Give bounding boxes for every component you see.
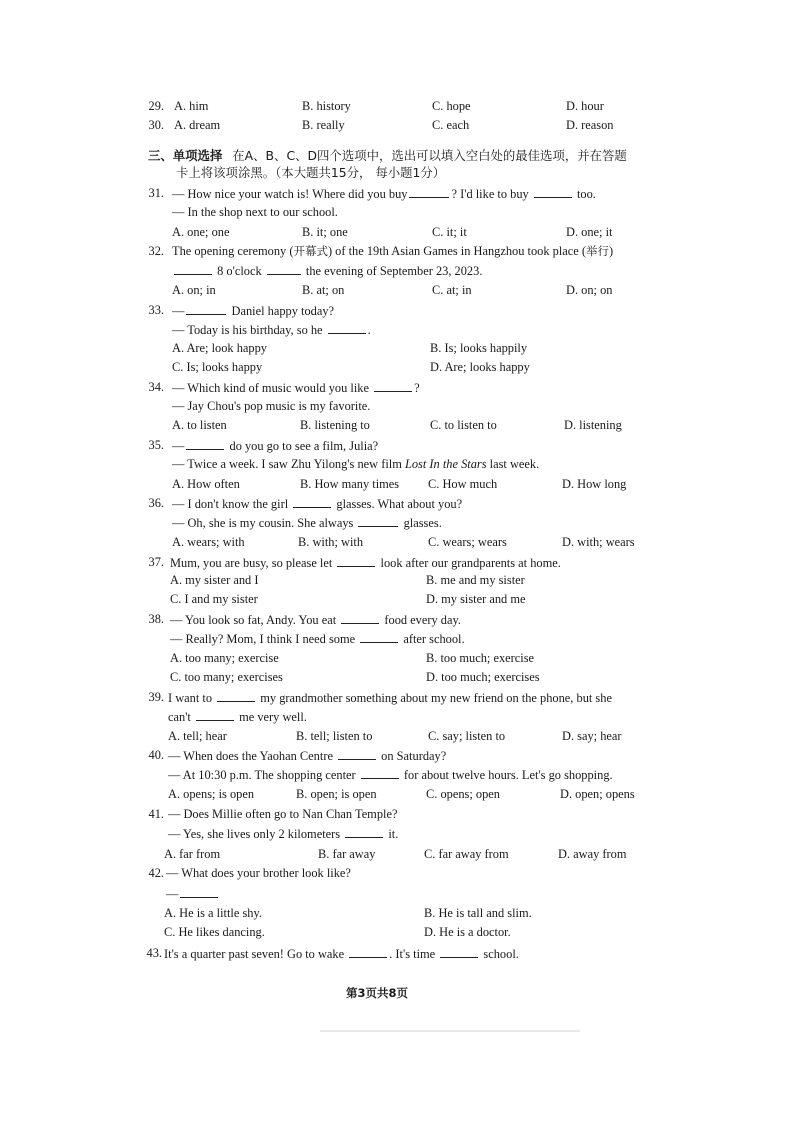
answer-blank [360, 631, 398, 643]
option-c: C. hope [432, 99, 471, 113]
option-d: D. on; on [566, 283, 613, 297]
stem-text: . It's time [389, 947, 436, 961]
option-c: C. to listen to [430, 418, 497, 432]
option-c: C. too many; exercises [170, 670, 283, 684]
stem-text: — Yes, she lives only 2 kilometers [168, 827, 341, 841]
option-b: B. far away [318, 847, 376, 861]
option-a: A. He is a little shy. [164, 906, 262, 920]
question-stem-cont [168, 709, 307, 725]
option-a: A. on; in [172, 283, 216, 297]
section-instruction: 在A、B、C、D四个选项中，选出可以填入空白处的最佳选项，并在答题 [232, 148, 627, 163]
stem-text: Mum, you are busy, so please let [170, 556, 333, 570]
answer-blank [341, 612, 379, 624]
answer-blank [186, 438, 224, 450]
option-a: A. How often [172, 477, 240, 491]
question-number: 36. [148, 496, 164, 510]
option-b: B. How many times [300, 477, 400, 491]
question-stem [172, 380, 420, 396]
stem-text: glasses. What about you? [336, 497, 463, 511]
stem-text: — I don't know the girl [172, 497, 289, 511]
answer-blank [196, 709, 234, 721]
question-number: 29. [148, 99, 164, 113]
option-d: D. He is a doctor. [424, 925, 511, 939]
stem-text: . [367, 323, 371, 337]
stem-text: do you go to see a film, Julia? [229, 439, 379, 453]
stem-text: my grandmother something about my new friend on the phone, but she [260, 691, 612, 705]
answer-blank [361, 767, 399, 779]
question-number: 34. [148, 380, 164, 394]
option-c: C. far away from [424, 847, 509, 861]
question-reply: — In the shop next to our school. [172, 205, 338, 219]
option-a: A. wears; with [172, 535, 245, 549]
section-title: 三、单项选择 [148, 148, 223, 163]
stem-text: 8 o'clock [217, 264, 262, 278]
stem-text: last week. [489, 457, 540, 471]
stem-text: — Which kind of music would you like [172, 381, 369, 395]
question-number: 31. [148, 186, 164, 200]
stem-text: ? [414, 381, 420, 395]
answer-blank [338, 748, 376, 760]
question-number: 38. [148, 612, 164, 626]
page-footer: 第3页共8页 [346, 986, 409, 1000]
question-stem [172, 438, 378, 454]
option-b: B. really [302, 118, 345, 132]
scan-artifact [320, 1030, 580, 1032]
chinese-gloss: 举行 [586, 244, 610, 258]
option-b: B. open; is open [296, 787, 377, 801]
option-b: B. too much; exercise [426, 651, 535, 665]
stem-text: — You look so fat, Andy. You eat [170, 613, 337, 627]
question-reply [170, 631, 465, 647]
option-d: D. too much; exercises [426, 670, 540, 684]
answer-blank [374, 380, 412, 392]
question-stem [168, 690, 612, 706]
answer-blank [409, 186, 449, 198]
answer-blank [180, 886, 218, 898]
question-number: 30. [148, 118, 164, 132]
option-d: D. say; hear [562, 729, 622, 743]
stem-text: ? I'd like to buy [451, 187, 529, 201]
option-b: B. history [302, 99, 351, 113]
option-b: B. me and my sister [426, 573, 525, 587]
section-instruction-cont: 卡上将该项涂黑。（本大题共15分， 每小题1分） [176, 165, 446, 180]
stem-text: can't [168, 710, 191, 724]
option-d: D. How long [562, 477, 627, 491]
option-a: A. Are; look happy [172, 341, 267, 355]
stem-text: too. [576, 187, 596, 201]
option-b: B. at; on [302, 283, 345, 297]
stem-text: Daniel happy today? [231, 304, 335, 318]
film-title: Lost In the Stars [404, 457, 487, 471]
question-stem [172, 496, 462, 512]
option-d: D. hour [566, 99, 604, 113]
stem-text: — Today is his birthday, so he [172, 323, 323, 337]
option-b: B. with; with [298, 535, 364, 549]
stem-text: — Twice a week. I saw Zhu Yilong's new film [172, 457, 402, 471]
answer-blank [349, 946, 387, 958]
question-stem [164, 946, 519, 962]
stem-text: — How nice your watch is! Where did you buy [172, 187, 408, 201]
option-d: D. away from [558, 847, 627, 861]
question-stem-cont [172, 263, 482, 279]
stem-text: — Oh, she is my cousin. She always [172, 516, 354, 530]
question-stem [168, 748, 446, 764]
question-reply [168, 767, 613, 783]
chinese-gloss: 开幕式 [293, 244, 328, 258]
stem-text: school. [483, 947, 519, 961]
option-b: B. He is tall and slim. [424, 906, 532, 920]
answer-blank [174, 263, 212, 275]
option-a: A. to listen [172, 418, 227, 432]
option-a: A. dream [174, 118, 221, 132]
answer-blank [267, 263, 301, 275]
option-d: D. open; opens [560, 787, 635, 801]
answer-blank [345, 826, 383, 838]
option-a: A. far from [164, 847, 221, 861]
option-a: A. him [174, 99, 209, 113]
question-number: 33. [148, 303, 164, 317]
section-heading [148, 148, 627, 163]
option-a: A. tell; hear [168, 729, 227, 743]
answer-blank [186, 303, 226, 315]
question-number: 43. [146, 946, 162, 960]
option-b: B. it; one [302, 225, 348, 239]
question-stem: — Does Millie often go to Nan Chan Temple? [168, 807, 398, 821]
stem-text: I want to [168, 691, 213, 705]
option-c: C. I and my sister [170, 592, 258, 606]
question-number: 40. [148, 748, 164, 762]
option-c: C. Is; looks happy [172, 360, 263, 374]
stem-text: the evening of September 23, 2023. [305, 264, 483, 278]
option-c: C. wears; wears [428, 535, 507, 549]
answer-blank [293, 496, 331, 508]
stem-text: look after our grandparents at home. [380, 556, 561, 570]
option-a: A. one; one [172, 225, 230, 239]
option-c: C. at; in [432, 283, 472, 297]
option-c: C. it; it [432, 225, 467, 239]
option-a: A. too many; exercise [170, 651, 279, 665]
question-reply [172, 457, 539, 472]
answer-blank [440, 946, 478, 958]
stem-text: after school. [403, 632, 465, 646]
question-stem: — What does your brother look like? [166, 866, 351, 880]
stem-text: ) [609, 244, 614, 258]
question-stem [170, 612, 461, 628]
question-number: 32. [148, 244, 164, 258]
stem-text: The opening ceremony ( [172, 244, 294, 258]
stem-text: food every day. [384, 613, 461, 627]
question-stem [172, 244, 613, 259]
answer-blank [358, 515, 398, 527]
stem-text: me very well. [239, 710, 307, 724]
question-reply: — Jay Chou's pop music is my favorite. [172, 399, 371, 413]
option-d: D. reason [566, 118, 614, 132]
stem-text: for about twelve hours. Let's go shopping. [403, 768, 613, 782]
option-b: B. Is; looks happily [430, 341, 528, 355]
answer-blank [217, 690, 255, 702]
answer-blank [337, 555, 375, 567]
option-d: D. Are; looks happy [430, 360, 530, 374]
option-a: A. my sister and I [170, 573, 259, 587]
stem-text: — Really? Mom, I think I need some [170, 632, 356, 646]
option-c: C. say; listen to [428, 729, 506, 743]
question-number: 35. [148, 438, 164, 452]
option-c: C. each [432, 118, 470, 132]
option-d: D. listening [564, 418, 622, 432]
stem-text: — At 10:30 p.m. The shopping center [168, 768, 356, 782]
option-c: C. How much [428, 477, 498, 491]
option-d: D. my sister and me [426, 592, 526, 606]
question-number: 42. [148, 866, 164, 880]
option-c: C. He likes dancing. [164, 925, 265, 939]
option-c: C. opens; open [426, 787, 500, 801]
option-a: A. opens; is open [168, 787, 255, 801]
stem-text: on Saturday? [381, 749, 447, 763]
question-number: 37. [148, 555, 164, 569]
option-b: B. tell; listen to [296, 729, 373, 743]
question-number: 39. [148, 690, 164, 704]
stem-text: — [172, 439, 185, 453]
stem-text: ) of the 19th Asian Games in Hangzhou took place ( [327, 244, 587, 258]
stem-text: — When does the Yaohan Centre [168, 749, 333, 763]
answer-blank [328, 322, 366, 334]
question-stem [172, 186, 596, 202]
question-stem [172, 303, 334, 319]
question-reply [168, 826, 398, 842]
question-reply [172, 515, 442, 531]
question-reply [172, 322, 371, 338]
question-reply [166, 886, 220, 902]
stem-text: it. [388, 827, 399, 841]
option-d: D. with; wears [562, 535, 635, 549]
question-number: 41. [148, 807, 164, 821]
stem-text: — [166, 887, 179, 901]
stem-text: — [172, 304, 185, 318]
option-b: B. listening to [300, 418, 370, 432]
answer-blank [534, 186, 572, 198]
stem-text: glasses. [403, 516, 442, 530]
option-d: D. one; it [566, 225, 613, 239]
stem-text: It's a quarter past seven! Go to wake [164, 947, 345, 961]
question-stem [170, 555, 561, 571]
